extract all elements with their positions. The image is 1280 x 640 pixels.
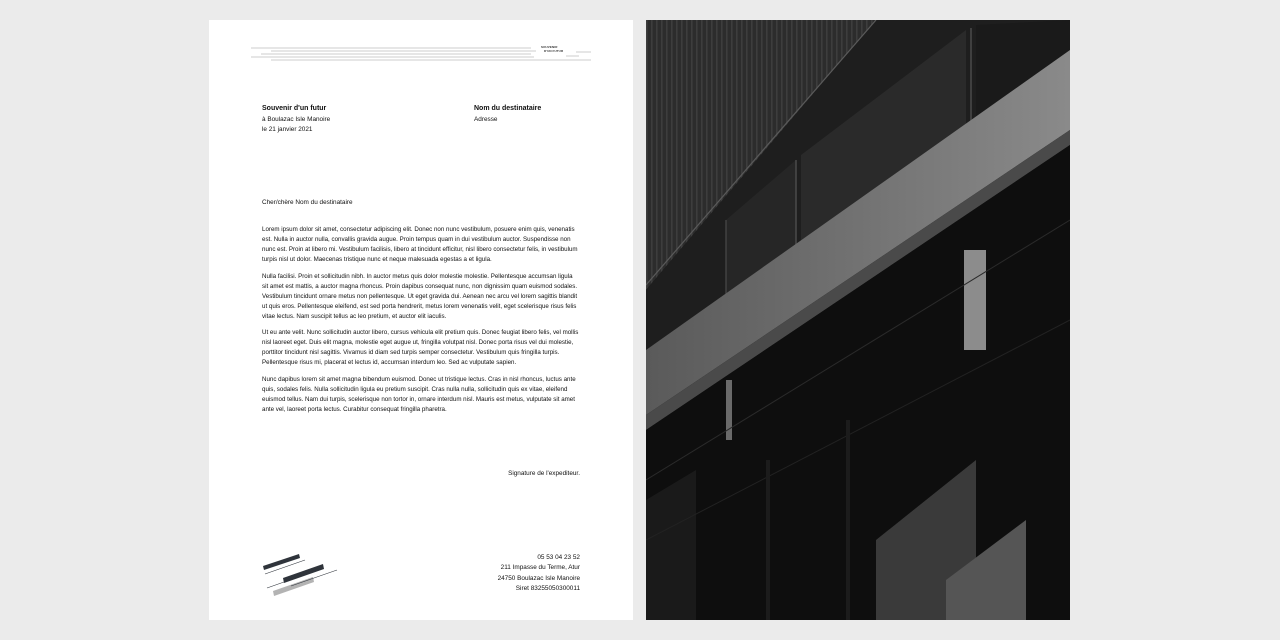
footer-street: 211 Impasse du Terme, Atur [500,564,580,572]
recipient-name: Nom du destinataire [474,105,542,112]
diagonal-bars-logo-icon [261,548,341,598]
sender-date: le 21 janvier 2021 [262,126,313,133]
signature: Signature de l'expediteur. [508,470,580,477]
architecture-photo [646,20,1070,620]
letter-body [262,225,580,421]
recipient-address: Adresse [474,115,498,123]
header-rule-lines [251,44,591,64]
recipient-block [474,104,624,125]
paragraph: Nunc dapibus lorem sit amet magna bibendum euismod. Donec ut tristique lectus. Cras in nisl rhoncus, luctus ante quis, sodales felis. Nulla sollicitudin ligula eu pretium suscipit. Cras nulla nulla, sollicitudin quis ex vitae, eleifend euismod tellus. Nam dui turpis, scelerisque non tortor in, ornare interdum nisl. Mauris est metus, vulputate sit amet ante vel, laoreet porta lectus. Curabitur consequat fringilla pharetra. [262,375,576,413]
greeting: Cher/chère Nom du destinataire [262,199,353,206]
footer-contact [498,553,580,594]
header-brand-line-1: SOUVENIR [541,45,558,49]
letter-sheet [209,20,633,620]
footer-siret: Siret 83255050300011 [515,584,580,592]
paragraph: Nulla facilisi. Proin et sollicitudin nibh. In auctor metus quis dolor molestie molestie. Pellentesque accumsan ligula sit amet est mattis, a auctor magna rhoncus. Proin dapibus consequat nunc, non dignissim quam euismod sodales. Vestibulum tincidunt ornare metus non pellentesque. Ut eget gravida dui. Aenean nec arcu vel lorem sagittis blandit ut quis eros. Pellentesque eleifend, est sed porta hendrerit, metus lorem venenatis velit, eget scelerisque risus felis vitae lectus. Nam suscipit tellus ac leo pretium, et auctor elit iaculis. [262,272,578,320]
sender-name: Souvenir d'un futur [262,105,327,112]
header-brand-line-2: D'UN FUTUR [544,48,564,53]
paragraph: Ut eu ante velit. Nunc sollicitudin auctor libero, cursus vehicula elit pretium quis. Donec feugiat libero felis, vel mollis nisl laoreet eget. Duis elit magna, molestie eget augue ut, fringilla volutpat nisl. Donec porta risus vel dui molestie, porttitor tincidunt nisl sagittis. Vivamus id diam sed turpis semper consectetur. Vestibulum quis fringilla turpis. Pellentesque risus mi, placerat et lectus id, accumsan interdum leo. Sed ac vulputate sapien. [262,329,579,366]
footer-phone: 05 53 04 23 52 [537,554,580,561]
paragraph: Lorem ipsum dolor sit amet, consectetur adipiscing elit. Donec non nunc vestibulum, posuere enim quis, venenatis est. Nulla in auctor nulla, convallis gravida augue. Proin tempus quam in dui vestibulum auctor. Suspendisse non nunc est. Proin at libero mi. Vestibulum facilisis, libero at tincidunt efficitur, nisl libero consectetur felis, in vestibulum turpis nisl ut dolor. Maecenas tristique nunc et neque malesuada egestas a et ligula. [262,226,578,263]
sender-block [262,104,412,136]
header-brand [541,46,563,53]
sender-place: à Boulazac Isle Manoire [262,115,331,123]
footer-city: 24750 Boulazac Isle Manoire [497,574,580,582]
